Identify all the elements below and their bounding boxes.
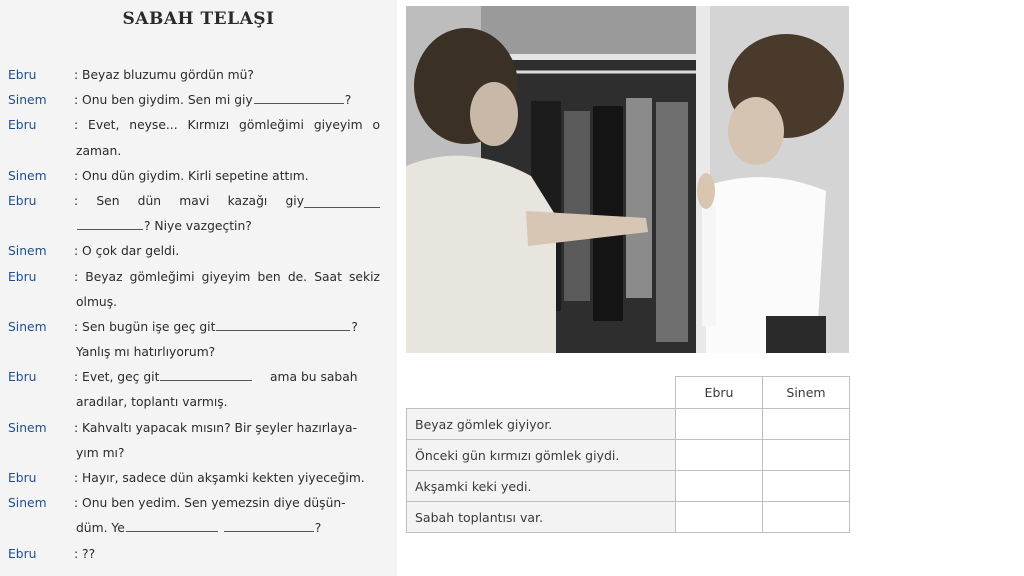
speaker-label: Ebru xyxy=(8,193,37,208)
answer-cell-ebru[interactable] xyxy=(676,502,763,533)
dialogue-line xyxy=(0,113,397,138)
speaker-label: Ebru xyxy=(8,68,37,82)
dialogue-text: olmuş. xyxy=(76,294,118,309)
dialogue-line xyxy=(0,466,397,491)
fill-in-blank[interactable] xyxy=(126,517,218,532)
dialogue-text: : Beyaz bluzumu gördün mü? xyxy=(74,68,254,82)
shelf xyxy=(481,54,711,60)
person-left-shirt xyxy=(406,156,556,353)
table-row-label: Akşamki keki yedi. xyxy=(407,471,676,502)
fill-in-blank[interactable] xyxy=(216,316,350,331)
dialogue-text: yım mı? xyxy=(76,445,125,460)
hanging-garment xyxy=(593,106,623,321)
dialogue-line xyxy=(0,239,397,264)
hanging-garment xyxy=(564,111,590,301)
wardrobe-photo xyxy=(406,6,849,353)
speaker-label: Sinem xyxy=(8,496,47,511)
dialogue-text: : Onu ben yedim. Sen yemezsin diye düşün- xyxy=(74,496,346,511)
dialogue-line xyxy=(0,214,397,239)
dialogue-text: : Evet, neyse... Kırmızı gömleğimi giyeyim o xyxy=(74,118,380,133)
speaker-label: Ebru xyxy=(8,471,37,485)
fill-in-blank[interactable] xyxy=(224,517,314,532)
speaker-label: Ebru xyxy=(8,546,37,561)
dialogue-text: zaman. xyxy=(76,143,122,158)
dialogue-text: : O çok dar geldi. xyxy=(74,244,180,259)
answer-cell-ebru[interactable] xyxy=(676,471,763,502)
person-right-face xyxy=(728,97,784,165)
table-column-header: Sinem xyxy=(763,377,850,409)
dialogue-text: : Kahvaltı yapacak mısın? Bir şeyler hazırlaya- xyxy=(74,420,358,435)
fill-in-blank[interactable] xyxy=(304,193,380,208)
table-column-header: Ebru xyxy=(676,377,763,409)
dialogue-line xyxy=(0,491,397,516)
table-row xyxy=(407,409,850,440)
dialogue-text: ama bu sabah xyxy=(270,370,358,385)
dialogue-text: : Evet, geç git xyxy=(74,365,253,390)
dialogue-line xyxy=(0,290,397,315)
dialogue-text: Yanlış mı hatırlıyorum? xyxy=(76,345,216,360)
dialogue-line xyxy=(0,315,397,340)
dialogue-line xyxy=(0,340,397,365)
dialogue-text: : ?? xyxy=(74,546,96,561)
speaker-label: Sinem xyxy=(8,93,47,108)
answer-cell-sinem[interactable] xyxy=(763,440,850,471)
dialogue-text: : Beyaz gömleğimi giyeyim ben de. Saat sekiz xyxy=(74,269,380,284)
answer-cell-ebru[interactable] xyxy=(676,440,763,471)
table-row xyxy=(407,502,850,533)
table-row-label: Sabah toplantısı var. xyxy=(407,502,676,533)
table-row-label: Beyaz gömlek giyiyor. xyxy=(407,409,676,440)
table-row xyxy=(407,440,850,471)
speaker-label: Sinem xyxy=(8,244,47,259)
speaker-label: Ebru xyxy=(8,370,37,385)
speaker-label: Sinem xyxy=(8,319,47,334)
page-title: SABAH TELAŞI xyxy=(122,9,275,29)
dialogue-text: : Hayır, sadece dün akşamki kekten yiyeceğim. xyxy=(74,471,365,485)
dialogue-line xyxy=(0,88,397,113)
dialogue-text: : Sen dün mavi kazağı giy xyxy=(74,193,304,208)
speaker-label: Sinem xyxy=(8,168,47,183)
answer-cell-sinem[interactable] xyxy=(763,502,850,533)
upper-shelf-clothes xyxy=(481,6,711,54)
dialogue-line xyxy=(0,441,397,466)
table-corner xyxy=(407,377,676,409)
dialogue-text: ? Niye vazgeçtin? xyxy=(76,214,252,239)
hanging-garment xyxy=(656,102,688,342)
dialogue-line xyxy=(0,164,397,189)
hanging-garment xyxy=(626,98,652,298)
person-right-dark-sleeve xyxy=(766,316,826,353)
dialogue-line xyxy=(0,542,397,567)
answer-cell-sinem[interactable] xyxy=(763,409,850,440)
dialogue-line xyxy=(0,416,397,441)
fill-in-blank[interactable] xyxy=(77,215,143,230)
dialogue-line xyxy=(0,390,397,415)
dialogue-text: : Onu ben giydim. Sen mi giy ? xyxy=(74,88,351,113)
fill-in-blank[interactable] xyxy=(160,366,252,381)
dialogue-line xyxy=(0,516,397,541)
table-header-row xyxy=(407,377,850,409)
dialogue-line xyxy=(0,365,397,390)
dialogue-list xyxy=(0,63,397,567)
speaker-label: Ebru xyxy=(8,118,37,133)
dialogue-line xyxy=(0,189,397,214)
person-right-hand xyxy=(697,173,715,209)
dialogue-line xyxy=(0,265,397,290)
fill-in-blank[interactable] xyxy=(254,89,344,104)
person-right-arm xyxy=(702,206,716,326)
person-left-face xyxy=(470,82,518,146)
dialogue-text: düm. Ye ? xyxy=(76,516,321,541)
speaker-label: Sinem xyxy=(8,420,47,435)
dialogue-text: : Sen bugün işe geç git ? xyxy=(74,315,358,340)
table-row-label: Önceki gün kırmızı gömlek giydi. xyxy=(407,440,676,471)
answer-cell-sinem[interactable] xyxy=(763,471,850,502)
wardrobe-illustration xyxy=(406,6,849,353)
table-row xyxy=(407,471,850,502)
answer-table xyxy=(406,376,850,533)
speaker-label: Ebru xyxy=(8,269,37,284)
dialogue-text: : Onu dün giydim. Kirli sepetine attım. xyxy=(74,168,309,183)
answer-cell-ebru[interactable] xyxy=(676,409,763,440)
dialogue-line xyxy=(0,63,397,88)
dialogue-panel xyxy=(0,0,397,576)
dialogue-line xyxy=(0,139,397,164)
dialogue-text: aradılar, toplantı varmış. xyxy=(76,395,228,410)
